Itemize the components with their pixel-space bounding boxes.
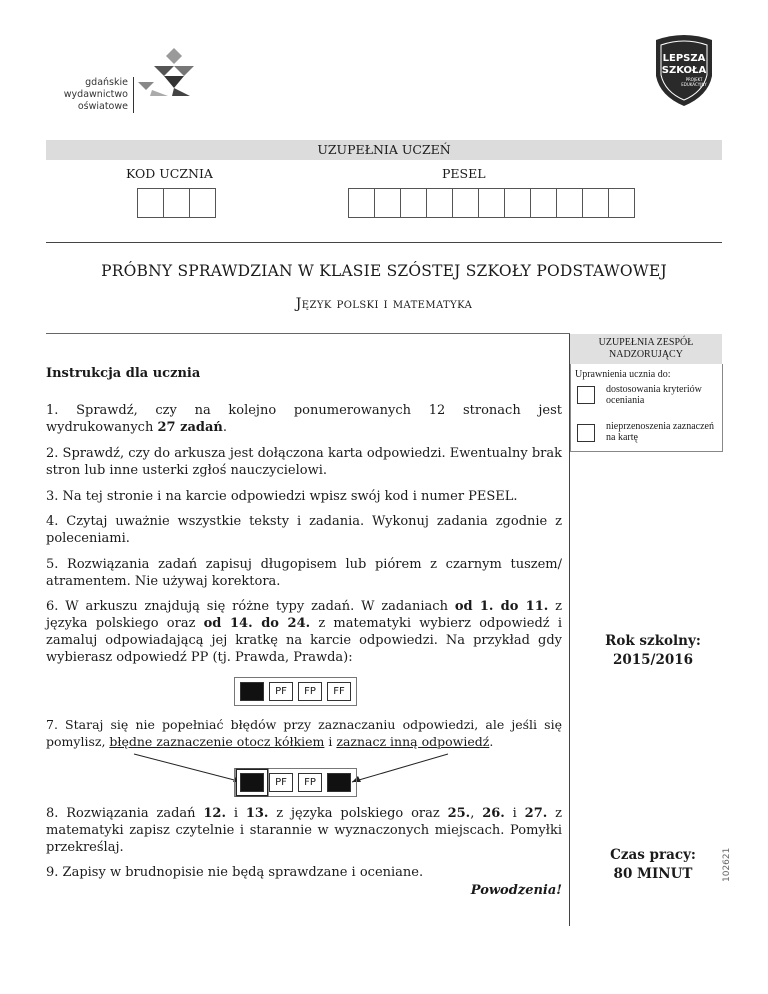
example-2-cell-pf: PF xyxy=(269,773,293,792)
rights-label: Uprawnienia ucznia do: xyxy=(575,369,671,380)
publisher-logo-icon xyxy=(132,46,204,98)
school-year-value: 2015/2016 xyxy=(612,652,694,668)
example-2-cell-circled xyxy=(240,773,264,792)
instruction-5: 5. Rozwiązania zadań zapisuj długopisem lub piórem z czarnym tuszem/ atramentem. Nie używaj korektora. xyxy=(46,557,562,589)
vertical-divider xyxy=(569,334,570,926)
accommodation-label: dostosowania kryteriów oceniania xyxy=(606,384,702,406)
lepsza-szkola-badge-icon xyxy=(648,32,720,110)
student-section-banner: UZUPEŁNIA UCZEŃ xyxy=(46,140,722,160)
no-transfer-checkbox[interactable] xyxy=(577,424,595,442)
kod-ucznia-boxes[interactable] xyxy=(137,188,216,218)
document-code: 102621 xyxy=(722,847,732,882)
instruction-3: 3. Na tej stronie i na karcie odpowiedzi wpisz swój kod i numer PESEL. xyxy=(46,489,518,504)
publisher-logo-text xyxy=(44,77,134,113)
instruction-1: 1. Sprawdź, czy na kolejno ponumerowanych 12 stronach jest wydrukowanych 27 zadań. xyxy=(46,403,562,435)
work-time-value: 80 MINUT xyxy=(613,866,693,882)
publisher-line-2: wydawnictwo xyxy=(63,89,128,100)
pesel-label: PESEL xyxy=(442,166,486,181)
divider-middle xyxy=(46,333,570,334)
school-year-label: Rok szkolny: xyxy=(605,633,701,649)
example-1-cell-pf: PF xyxy=(269,682,293,701)
exam-subtitle: Język polski i matematyka xyxy=(295,296,473,312)
badge-line-2: SZKOŁA xyxy=(661,65,707,76)
work-time xyxy=(583,846,723,884)
example-2-cell-new xyxy=(327,773,351,792)
instruction-2: 2. Sprawdź, czy do arkusza jest dołączona karta odpowiedzi. Ewentualny brak stron lub inne usterki zgłoś nauczycielowi. xyxy=(46,446,562,478)
example-2-cell-fp: FP xyxy=(298,773,322,792)
badge-line-1: LEPSZA xyxy=(662,53,706,64)
instruction-6: 6. W arkuszu znajdują się różne typy zadań. W zadaniach od 1. do 11. z języka polskiego oraz od 14. do 24. z matematyki wybierz odpowiedź i zamaluj odpowiadającą jej kratkę na karcie odpowiedzi. Na przykład gdy wybierasz odpowiedź PP (tj. Prawda, Prawda): xyxy=(46,599,562,665)
badge-line-4: EDUKACYJNY xyxy=(681,82,707,87)
instruction-9: 9. Zapisy w brudnopisie nie będą sprawdzane i oceniane. xyxy=(46,865,424,880)
work-time-label: Czas pracy: xyxy=(610,847,696,863)
accommodation-checkbox[interactable] xyxy=(577,386,595,404)
example-2 xyxy=(234,768,357,797)
example-1 xyxy=(234,677,357,706)
publisher-line-1: gdańskie xyxy=(85,77,128,88)
instruction-7: 7. Staraj się nie popełniać błędów przy zaznaczaniu odpowiedzi, ale jeśli się pomylisz, błędne zaznaczenie otocz kółkiem i zaznacz inną odpowiedź. xyxy=(46,717,562,749)
kod-ucznia-label: KOD UCZNIA xyxy=(126,166,213,181)
instructions-heading: Instrukcja dla ucznia xyxy=(46,366,201,381)
publisher-line-3: oświatowe xyxy=(77,101,128,112)
pesel-boxes[interactable] xyxy=(348,188,635,218)
example-1-cell-fp: FP xyxy=(298,682,322,701)
instruction-8: 8. Rozwiązania zadań 12. i 13. z języka polskiego oraz 25., 26. i 27. z matematyki zapisz czytelnie i starannie w wyznaczonych miejscach. Pomyłki przekreślaj. xyxy=(46,806,562,855)
instruction-4: 4. Czytaj uważnie wszystkie teksty i zadania. Wykonuj zadania zgodnie z poleceniami. xyxy=(46,514,562,546)
divider-top xyxy=(46,242,722,243)
school-year xyxy=(583,632,723,670)
supervisor-heading: UZUPEŁNIA ZESPÓŁ NADZORUJĄCY xyxy=(570,334,722,364)
good-luck-text: Powodzenia! xyxy=(470,883,562,898)
example-1-cell-pp xyxy=(240,682,264,701)
badge-line-3: PROJEKT xyxy=(685,77,703,82)
exam-title: PRÓBNY SPRAWDZIAN W KLASIE SZÓSTEJ SZKOŁY PODSTAWOWEJ xyxy=(101,262,667,280)
example-1-cell-ff: FF xyxy=(327,682,351,701)
no-transfer-label: nieprzenoszenia zaznaczeń na kartę xyxy=(606,421,714,443)
